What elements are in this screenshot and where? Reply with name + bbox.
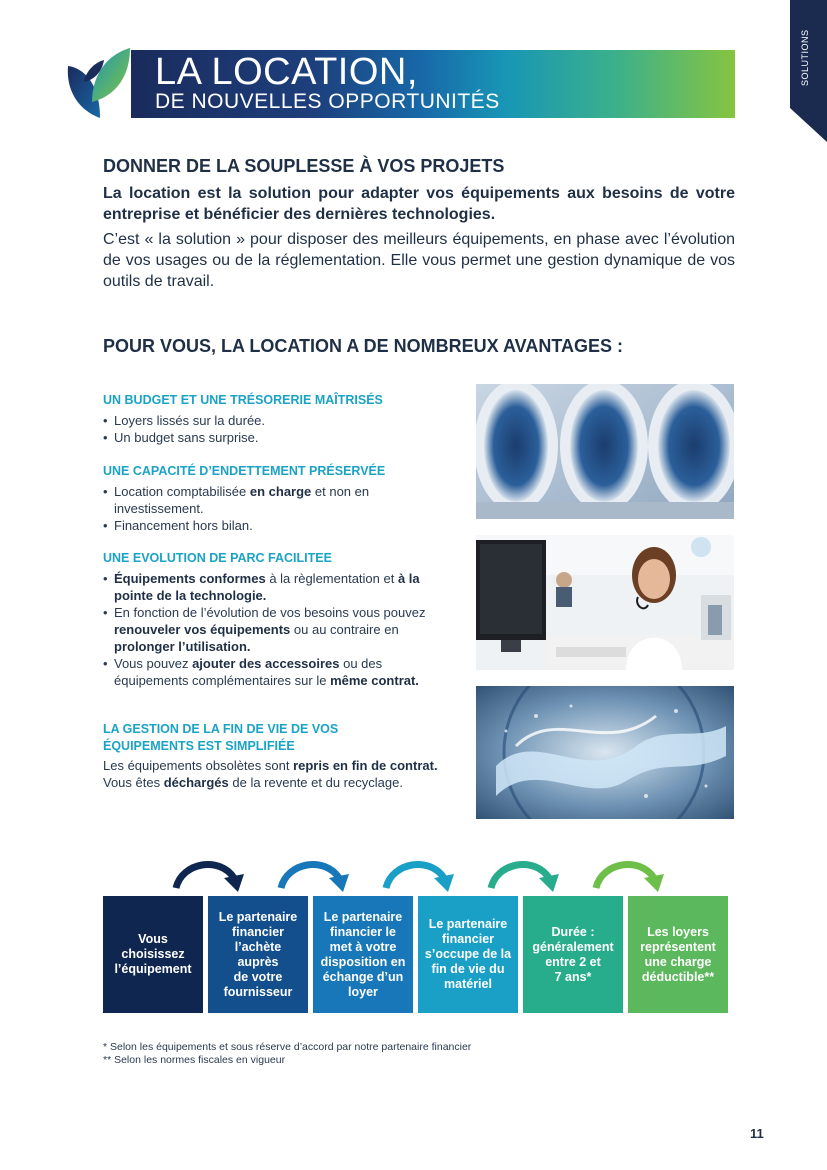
page-title: LA LOCATION, bbox=[155, 51, 418, 93]
curved-arrow-icon bbox=[172, 858, 252, 894]
footnote-2: ** Selon les normes fiscales en vigueur bbox=[103, 1054, 286, 1066]
list-item: • Location comptabilisée en charge et non en investissement. bbox=[103, 483, 453, 517]
section-title-debt: UNE CAPACITÉ D’ENDETTEMENT PRÉSERVÉE bbox=[103, 464, 386, 478]
list-item: • Loyers lissés sur la durée. bbox=[103, 412, 453, 429]
intro-bold-text: La location est la solution pour adapter vos équipements aux besoins de votre entreprise et bénéficier des dernières technologies. bbox=[103, 185, 735, 223]
list-item: • En fonction de l’évolution de vos besoins vous pouvez renouveler vos équipements ou au contraire en prolonger l’utilisation. bbox=[103, 604, 453, 655]
curved-arrow-icon bbox=[382, 858, 462, 894]
advantages-heading: POUR VOUS, LA LOCATION A DE NOMBREUX AVANTAGES : bbox=[103, 336, 624, 356]
page-number: 11 bbox=[750, 1126, 764, 1141]
intro-text: C’est « la solution » pour disposer des meilleurs équipements, en phase avec l’évolution de vos usages ou de la réglementation. Elle vous permet une gestion dynamique de vos outils de travail. bbox=[103, 231, 735, 290]
section-title-fleet: UNE EVOLUTION DE PARC FACILITEE bbox=[103, 551, 332, 565]
section-title-endoflife: LA GESTION DE LA FIN DE VIE DE VOS ÉQUIPEMENTS EST SIMPLIFIÉE bbox=[103, 722, 339, 753]
curved-arrow-icon bbox=[592, 858, 672, 894]
budget-list bbox=[103, 412, 453, 446]
water-drum-photo bbox=[476, 686, 734, 819]
call-center-photo bbox=[476, 535, 734, 670]
process-step-5: Durée : généralement entre 2 et 7 ans* bbox=[523, 896, 623, 1013]
process-step-3: Le partenaire financier le met à votre disposition en échange d’un loyer bbox=[313, 896, 413, 1013]
side-tab-label: SOLUTIONS bbox=[800, 29, 810, 87]
page-subtitle: DE NOUVELLES OPPORTUNITÉS bbox=[155, 90, 500, 113]
process-step-1: Vous choisissez l’équipement bbox=[103, 896, 203, 1013]
curved-arrow-icon bbox=[277, 858, 357, 894]
list-item: • Financement hors bilan. bbox=[103, 517, 453, 534]
washing-machines-photo bbox=[476, 384, 734, 519]
debt-list bbox=[103, 483, 453, 534]
footnote-1: * Selon les équipements et sous réserve d’accord par notre partenaire financier bbox=[103, 1041, 472, 1053]
endoflife-text: Les équipements obsolètes sont repris en fin de contrat. Vous êtes déchargés de la revente et du recyclage. bbox=[103, 758, 438, 790]
section-title-budget: UN BUDGET ET UNE TRÉSORERIE MAÎTRISÉS bbox=[103, 393, 383, 407]
process-step-4: Le partenaire financier s’occupe de la fin de vie du matériel bbox=[418, 896, 518, 1013]
list-item: • Équipements conformes à la règlementation et à la pointe de la technologie. bbox=[103, 570, 453, 604]
curved-arrow-icon bbox=[487, 858, 567, 894]
list-item: • Vous pouvez ajouter des accessoires ou des équipements complémentaires sur le même contrat. bbox=[103, 655, 453, 689]
list-item: • Un budget sans surprise. bbox=[103, 429, 453, 446]
fleet-list bbox=[103, 570, 453, 689]
intro-heading: DONNER DE LA SOUPLESSE À VOS PROJETS bbox=[103, 156, 505, 176]
process-step-6: Les loyers représentent une charge déductible** bbox=[628, 896, 728, 1013]
process-step-2: Le partenaire financier l’achète auprès de votre fournisseur bbox=[208, 896, 308, 1013]
leaf-logo-icon bbox=[64, 44, 134, 122]
